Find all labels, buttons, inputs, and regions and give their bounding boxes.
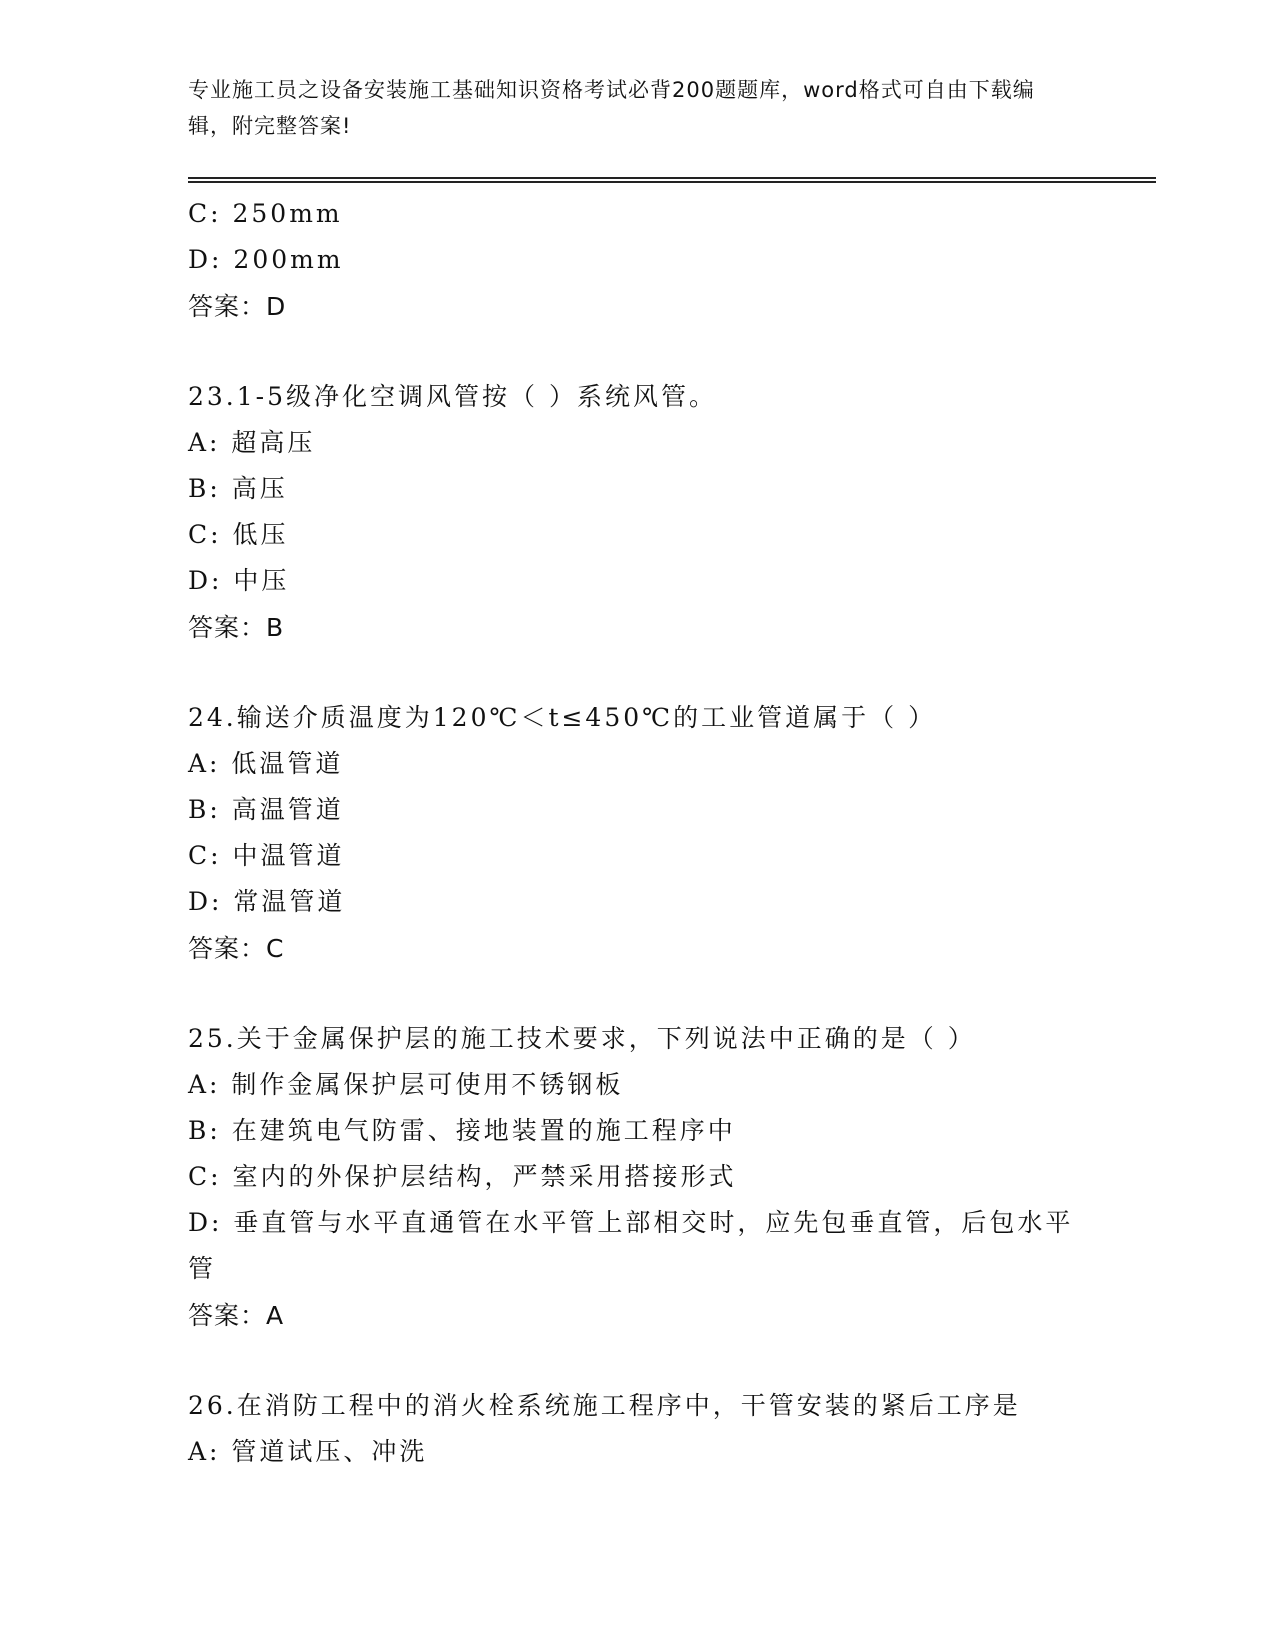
option-d: D: 200mm bbox=[188, 245, 344, 274]
answer-line: 答案：D bbox=[188, 292, 287, 321]
option-b: B: 在建筑电气防雷、接地装置的施工程序中 bbox=[188, 1116, 736, 1145]
question-stem: 23.1-5级净化空调风管按（ ）系统风管。 bbox=[188, 382, 717, 411]
page-header bbox=[188, 72, 1078, 144]
answer-line: 答案：C bbox=[188, 934, 285, 963]
option-c: C: 低压 bbox=[188, 520, 289, 549]
option-d: D: 中压 bbox=[188, 566, 290, 595]
header-title: 专业施工员之设备安装施工基础知识资格考试必背200题题库，word格式可自由下载编辑，附完整答案! bbox=[188, 78, 1035, 138]
option-c: C: 中温管道 bbox=[188, 841, 345, 870]
spacer bbox=[188, 652, 1088, 695]
spacer bbox=[188, 1340, 1088, 1383]
question-list bbox=[188, 191, 1088, 1475]
option-a: A: 低温管道 bbox=[188, 749, 344, 778]
option-a: A: 制作金属保护层可使用不锈钢板 bbox=[188, 1070, 624, 1099]
question-22-tail bbox=[188, 191, 1088, 331]
option-c: C: 250mm bbox=[188, 199, 343, 228]
answer-line: 答案：B bbox=[188, 613, 285, 642]
header-divider-top bbox=[188, 177, 1156, 179]
question-24 bbox=[188, 695, 1088, 973]
question-stem: 26.在消防工程中的消火栓系统施工程序中，干管安装的紧后工序是 bbox=[188, 1391, 1021, 1420]
answer-line: 答案：A bbox=[188, 1301, 285, 1330]
header-divider-bottom bbox=[188, 181, 1156, 183]
option-a: A: 超高压 bbox=[188, 428, 316, 457]
spacer bbox=[188, 973, 1088, 1016]
option-d: D: 常温管道 bbox=[188, 887, 346, 916]
option-b: B: 高温管道 bbox=[188, 795, 344, 824]
question-26 bbox=[188, 1383, 1088, 1475]
option-d: D: 垂直管与水平直通管在水平管上部相交时，应先包垂直管，后包水平管 bbox=[188, 1208, 1074, 1283]
question-23 bbox=[188, 374, 1088, 652]
question-stem: 24.输送介质温度为120℃＜t≤450℃的工业管道属于（ ） bbox=[188, 703, 937, 732]
question-stem: 25.关于金属保护层的施工技术要求，下列说法中正确的是（ ） bbox=[188, 1024, 976, 1053]
question-25 bbox=[188, 1016, 1088, 1340]
option-c: C: 室内的外保护层结构，严禁采用搭接形式 bbox=[188, 1162, 737, 1191]
option-b: B: 高压 bbox=[188, 474, 288, 503]
option-a: A: 管道试压、冲洗 bbox=[188, 1437, 428, 1466]
spacer bbox=[188, 331, 1088, 374]
